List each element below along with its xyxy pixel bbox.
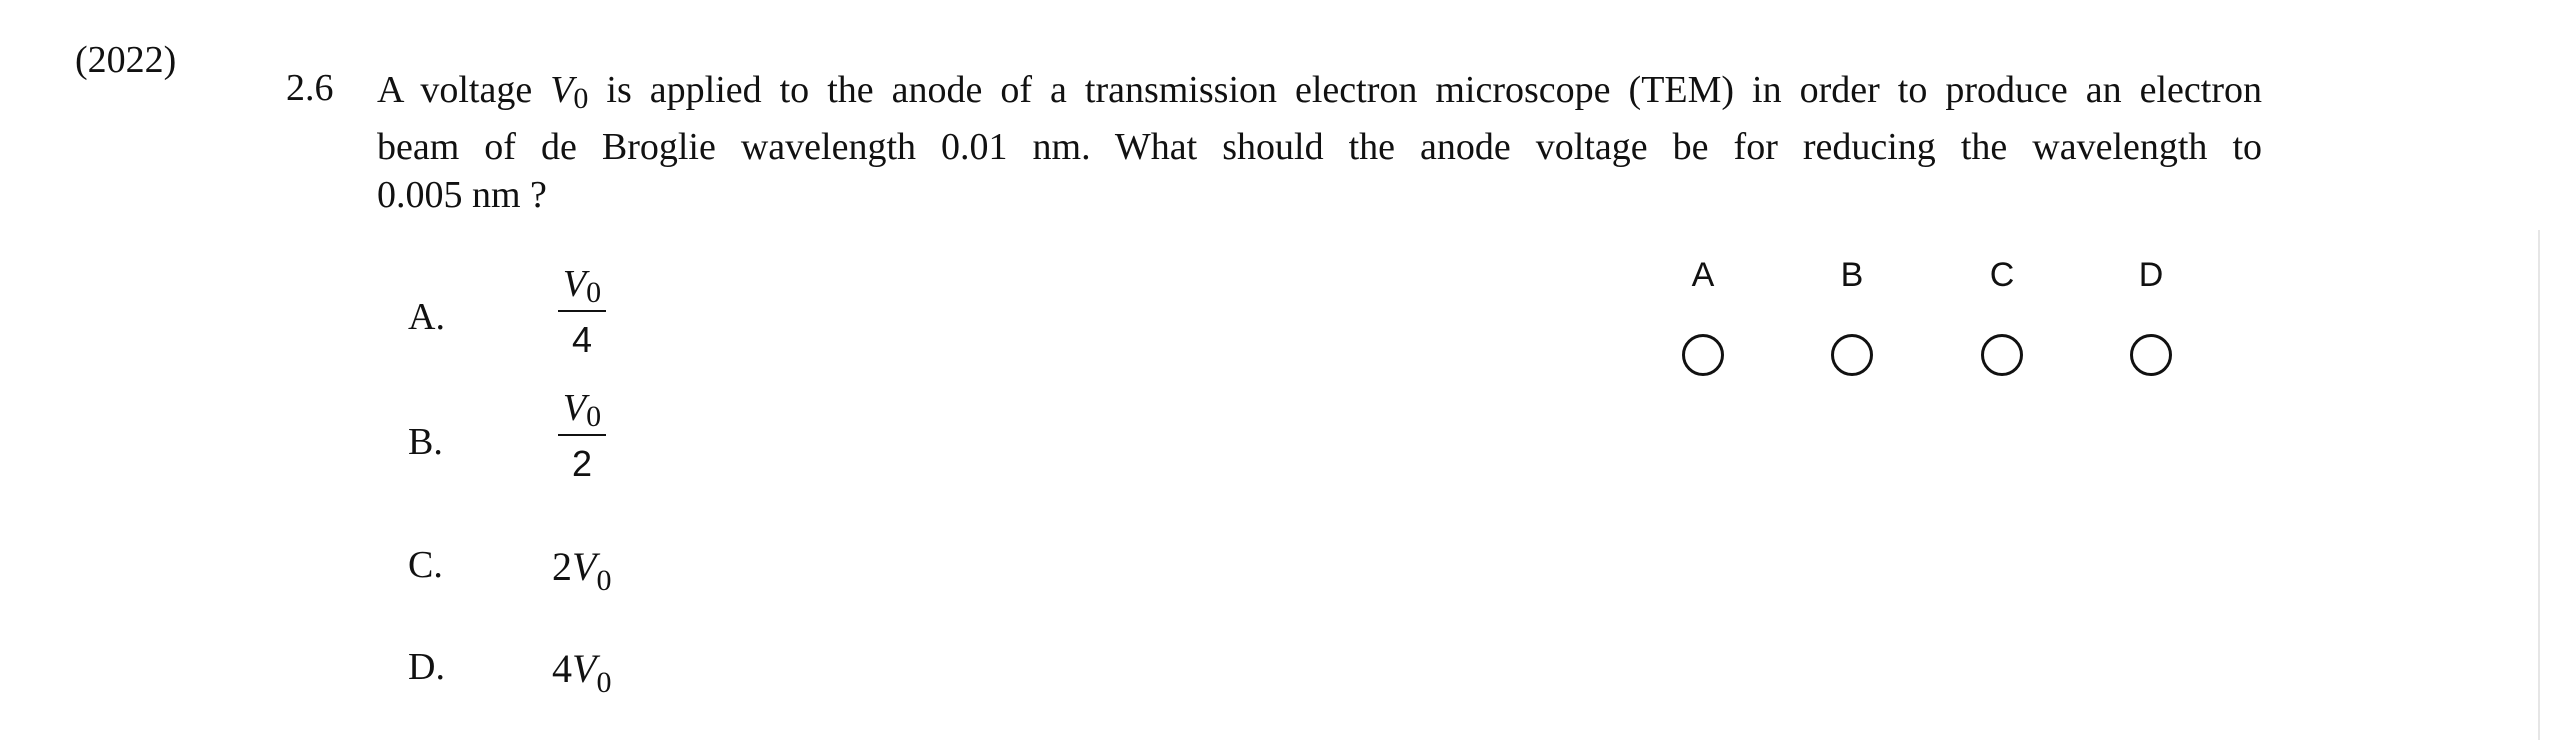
option-c-letter: C. bbox=[408, 544, 443, 586]
option-b-letter: B. bbox=[408, 421, 443, 463]
option-b-numerator: $V_0$ bbox=[562, 387, 602, 433]
question-number: 2.6 bbox=[286, 67, 334, 109]
option-c-expression: $2V_0$ bbox=[552, 544, 612, 597]
option-a-denominator: 4 bbox=[571, 319, 593, 360]
question-line-3: 0.005 nm ? bbox=[377, 174, 547, 216]
answer-label-a: A bbox=[1691, 256, 1715, 294]
answer-label-d: D bbox=[2138, 256, 2164, 294]
fraction-bar bbox=[558, 310, 606, 312]
option-a-fraction bbox=[552, 262, 612, 362]
answer-bubble-a[interactable] bbox=[1682, 334, 1724, 376]
fraction-bar bbox=[558, 434, 606, 436]
question-text bbox=[377, 66, 2262, 219]
answer-label-b: B bbox=[1840, 256, 1864, 294]
answer-bubble-c[interactable] bbox=[1981, 334, 2023, 376]
page-edge-divider bbox=[2538, 230, 2540, 740]
voltage-symbol: $V_0$ bbox=[550, 69, 589, 115]
answer-bubble-d[interactable] bbox=[2130, 334, 2172, 376]
option-a-numerator: $V_0$ bbox=[562, 263, 602, 309]
option-b-fraction bbox=[552, 386, 612, 486]
answer-bubble-b[interactable] bbox=[1831, 334, 1873, 376]
option-b-denominator: 2 bbox=[571, 443, 593, 484]
question-line-1: A voltage $V_0$ is applied to the anode of a transmission electron microscope (TEM) in order to produce an electron bbox=[377, 69, 2262, 115]
question-line-2: beam of de Broglie wavelength 0.01 nm. What should the anode voltage be for reducing the wavelength to bbox=[377, 126, 2262, 168]
year-label: (2022) bbox=[75, 39, 177, 81]
option-a-letter: A. bbox=[408, 296, 445, 338]
option-d-letter: D. bbox=[408, 646, 445, 688]
option-d-expression: $4V_0$ bbox=[552, 646, 612, 699]
answer-label-c: C bbox=[1989, 256, 2015, 294]
